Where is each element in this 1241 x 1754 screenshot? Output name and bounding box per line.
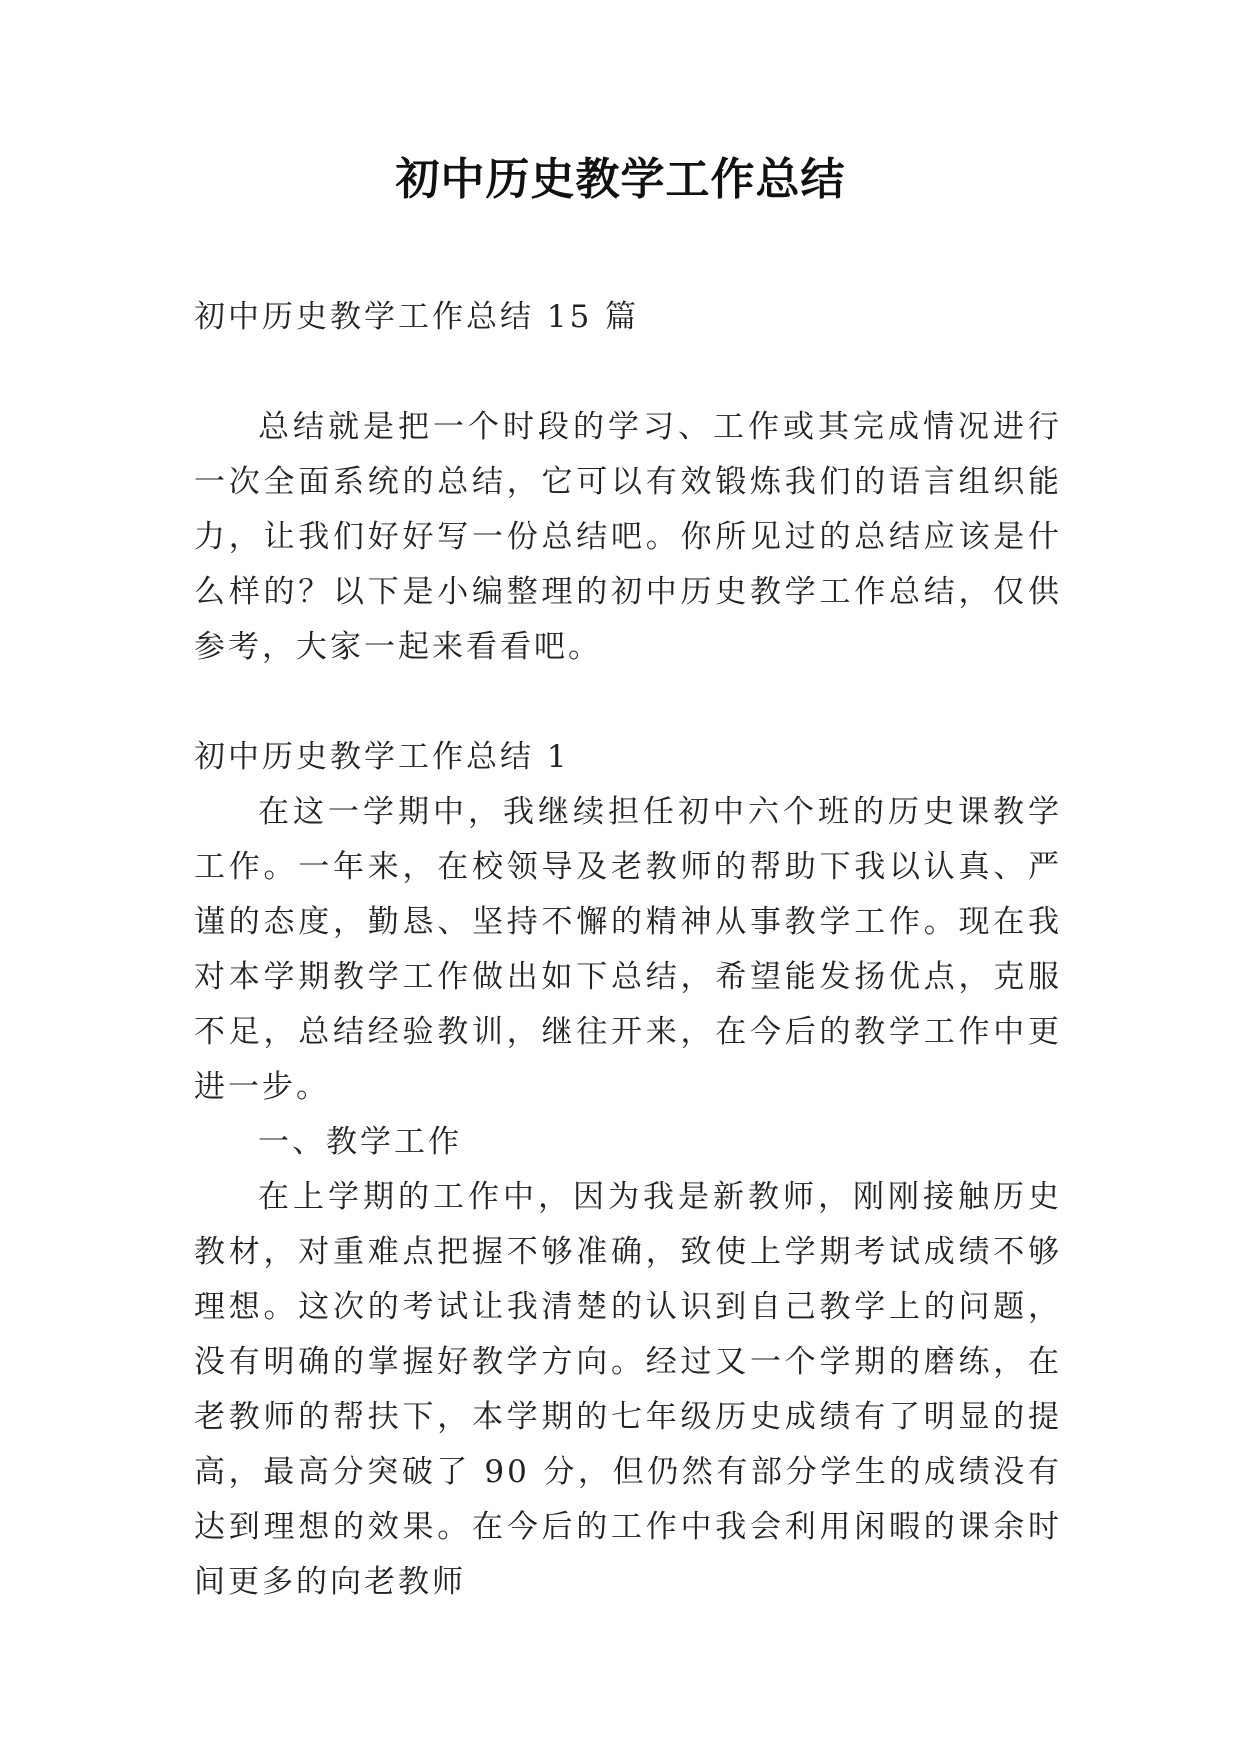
- subheading-teaching-work: 一、教学工作: [258, 1124, 462, 1160]
- intro-paragraph: 总结就是把一个时段的学习、工作或其完成情况进行一次全面系统的总结，它可以有效锻炼我们的语言组织能力，让我们好好写一份总结吧。你所见过的总结应该是什么样的？以下是小编整理的初中历史教学工作总结，仅供参考，大家一起来看看吧。: [194, 409, 1062, 665]
- document-body: [194, 290, 1062, 1610]
- document-subtitle: 初中历史教学工作总结 15 篇: [194, 299, 640, 335]
- body-paragraph-1: 在这一学期中，我继续担任初中六个班的历史课教学工作。一年来，在校领导及老教师的帮助下我以认真、严谨的态度，勤恳、坚持不懈的精神从事教学工作。现在我对本学期教学工作做出如下总结，希望能发扬优点，克服不足，总结经验教训，继往开来，在今后的教学工作中更进一步。: [194, 794, 1062, 1105]
- document-title: 初中历史教学工作总结: [395, 154, 846, 205]
- body-paragraph-2: 在上学期的工作中，因为我是新教师，刚刚接触历史教材，对重难点把握不够准确，致使上学期考试成绩不够理想。这次的考试让我清楚的认识到自己教学上的问题，没有明确的掌握好教学方向。经过又一个学期的磨练，在老教师的帮扶下，本学期的七年级历史成绩有了明显的提高，最高分突破了 90 分，但仍然有部分学生的成绩没有达到理想的效果。在今后的工作中我会利用闲暇的课余时间更多的向老教师: [194, 1179, 1062, 1600]
- section-heading: 初中历史教学工作总结 1: [194, 739, 570, 775]
